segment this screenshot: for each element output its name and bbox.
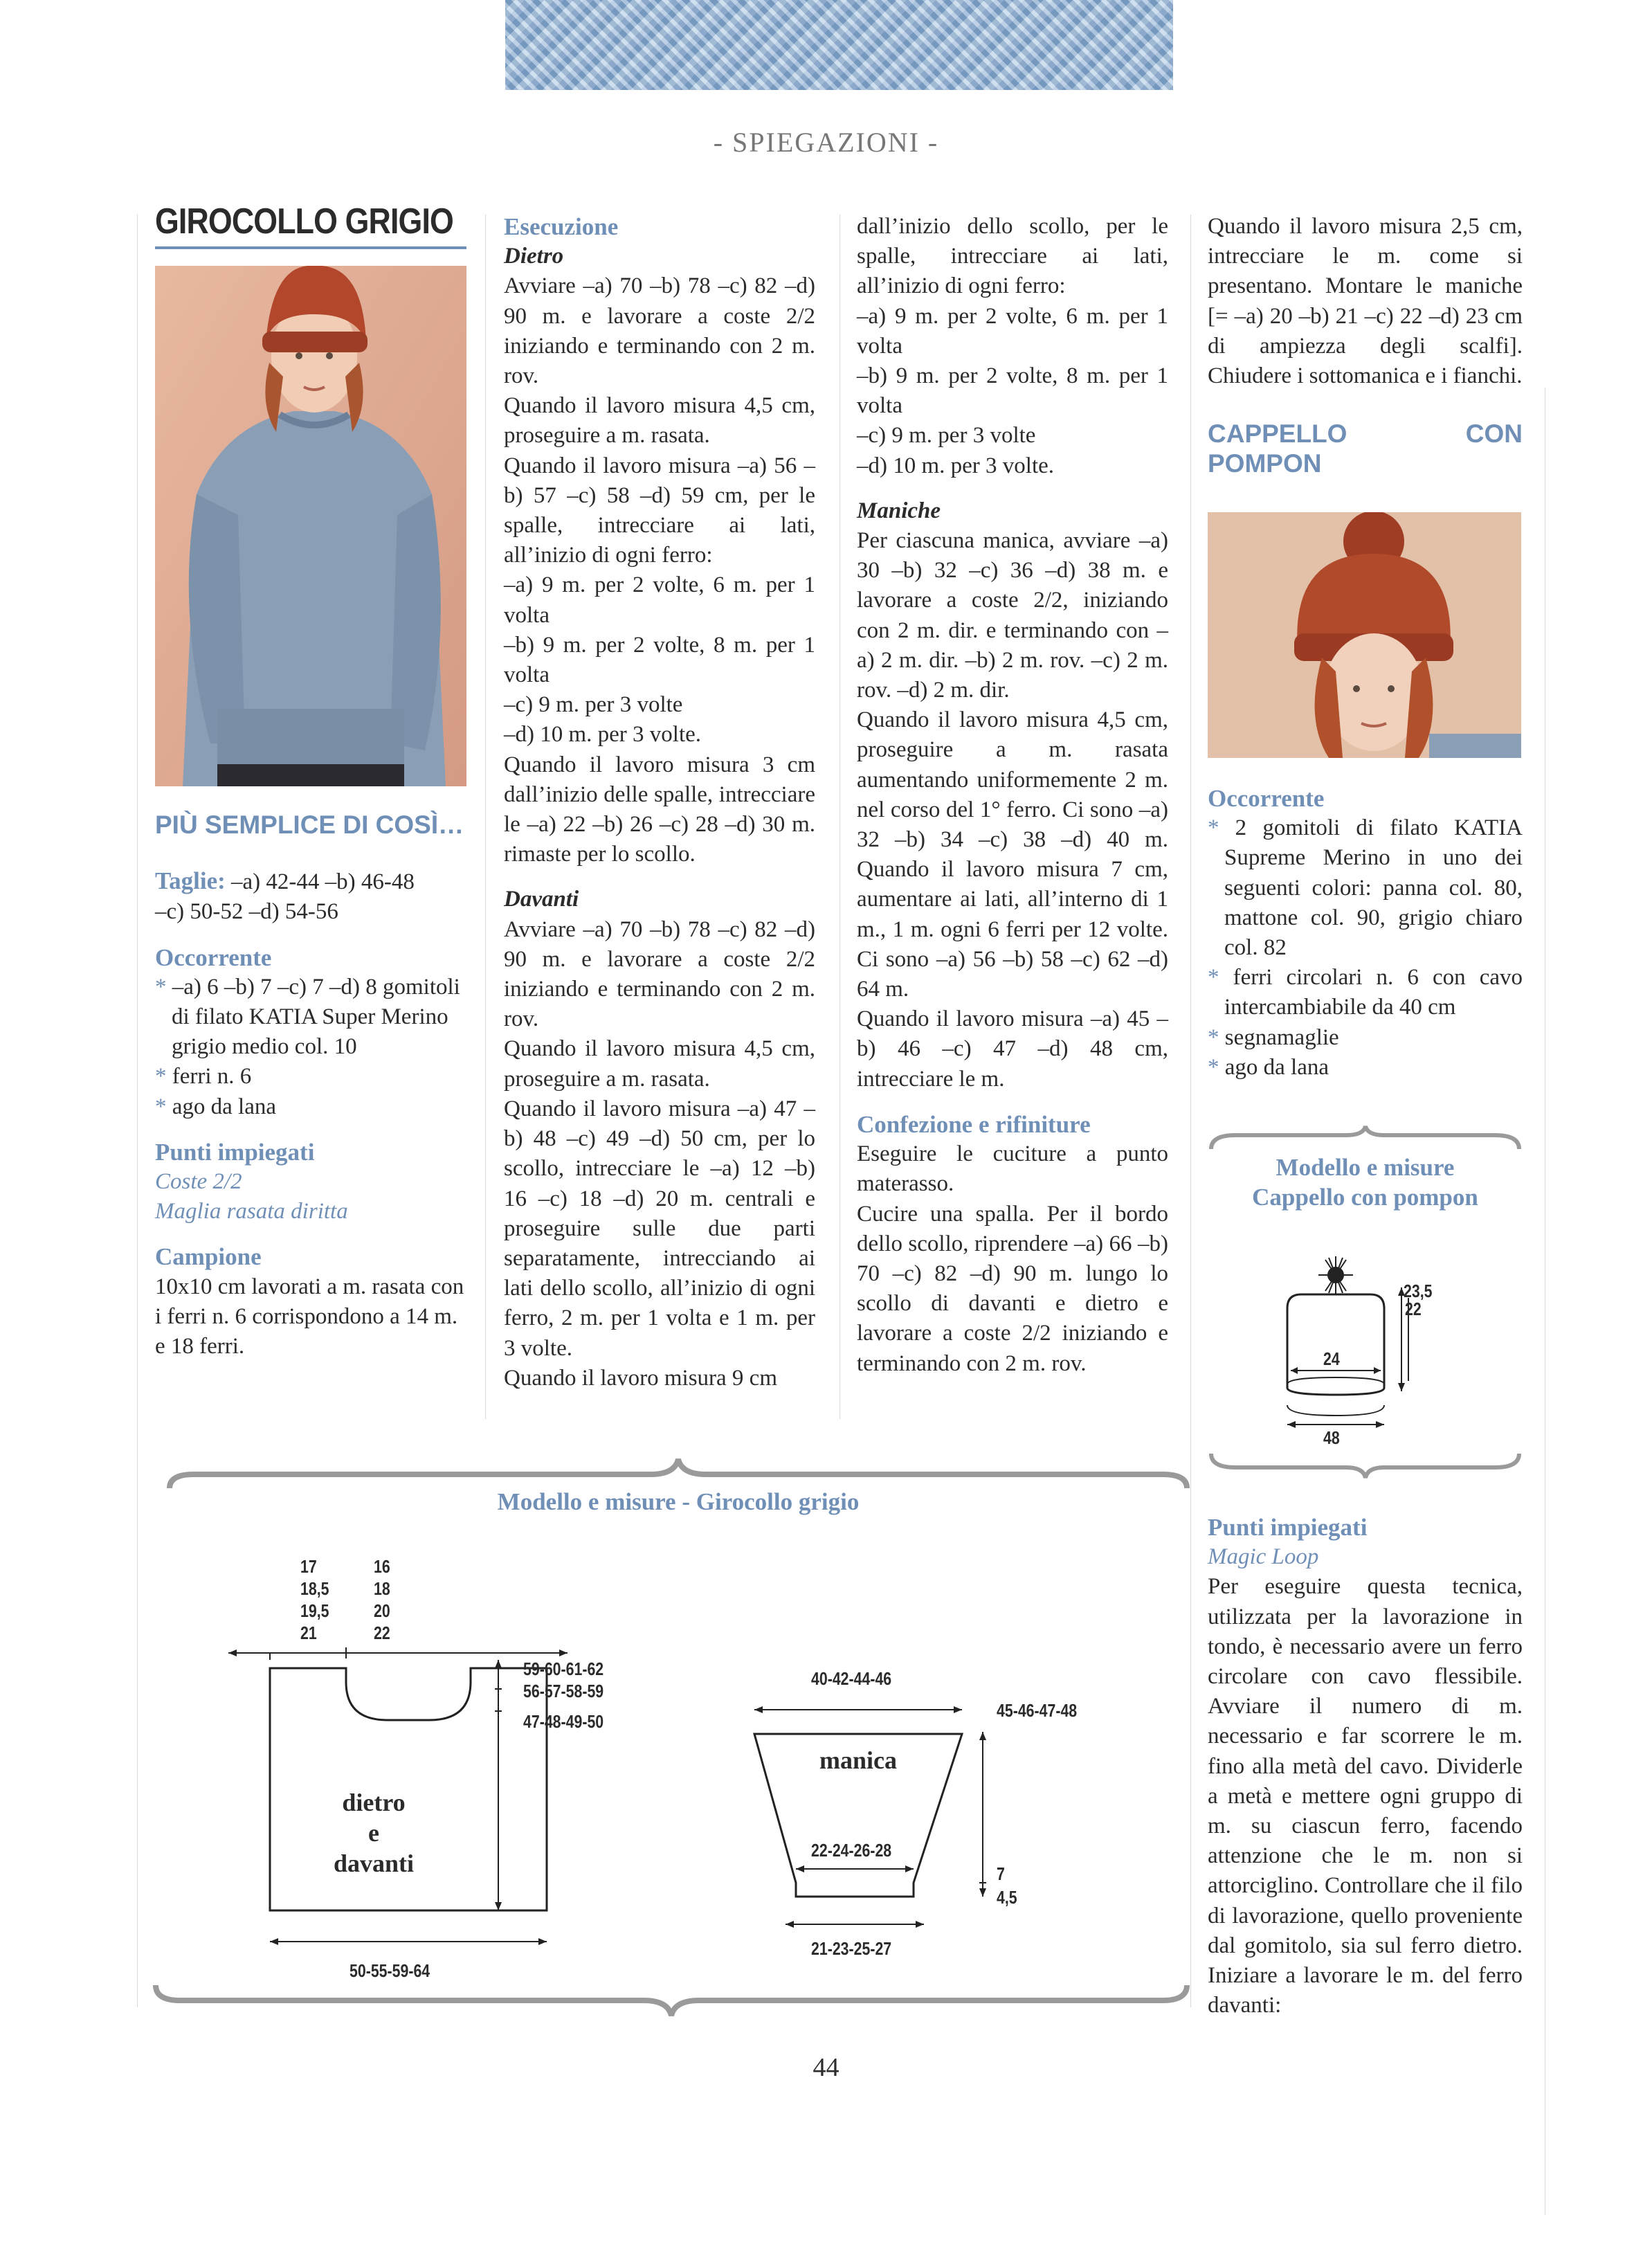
dimension-value: 20 [374,1600,390,1621]
list-item-text: segnamaglie [1224,1024,1339,1050]
front-paragraph: Avviare –a) 70 –b) 78 –c) 82 –d) 90 m. e lavorare a coste 2/2 iniziando e terminando con 2 m. rov. [504,916,815,1032]
back-paragraph: Quando il lavoro misura 3 cm dall’inizio delle spalle, intrecciare le –a) 22 –b) 26 –c) 28 –d) 30 m. rimaste per lo scollo. [504,752,815,867]
hat-diagram-title-line: Cappello con pompon [1252,1184,1478,1211]
list-item-text: ago da lana [172,1094,277,1119]
front-paragraph: Quando il lavoro misura 4,5 cm, proseguire a m. rasata. [504,1036,815,1092]
back-line: –b) 9 m. per 2 volte, 8 m. per 1 volta [504,632,815,688]
dimension-value: 19,5 [300,1600,329,1621]
hat-width-top: 24 [1323,1348,1340,1369]
gauge-label: Campione [155,1243,262,1271]
back-label: Dietro [504,244,564,269]
sweater-schematic [221,1551,1121,2000]
diagram-brace-bottom [152,1980,1190,2021]
back-line: –d) 10 m. per 3 volte. [504,722,702,748]
shoulder-width-labels [300,1555,329,1644]
stitch-item: Maglia rasata diritta [155,1199,348,1224]
column-divider [1190,215,1191,2007]
body-label-line: davanti [333,1850,415,1877]
sleeves-paragraph: Quando il lavoro misura 4,5 cm, proseguire a m. rasata aumentando uniformemente 2 m. nel corso del 1° ferro. Ci sono –a) 32 –b) 34 –c) 38 –d) 40 m. Quando il lavoro misura 7 cm, aumentare ai lati, all’interno di 1 m., 1 m. ogni 6 ferri per 12 volte. Ci sono –a) 56 –b) 58 –c) 62 –d) 64 m. [857,707,1168,1002]
hat-height-outer: 23,5 [1404,1281,1433,1301]
list-item: * –a) 6 –b) 7 –c) 7 –d) 8 gomitoli di filato KATIA Super Merino grigio medio col. 10 [155,974,460,1060]
section-header: - SPIEGAZIONI - [713,127,939,158]
sleeve-mid-label: 22-24-26-28 [811,1840,892,1861]
sleeve-cuff-label-1: 7 [997,1863,1005,1884]
sleeve-cuff-label-2: 4,5 [997,1887,1017,1908]
execution-label: Esecuzione [504,213,619,240]
back-paragraph: Quando il lavoro misura 4,5 cm, proseguire a m. rasata. [504,393,815,449]
hat-schematic [1260,1246,1467,1461]
page-number: 44 [813,2053,839,2082]
knit-texture-banner [505,0,1173,90]
occorrente-label: Occorrente [155,943,272,971]
gauge-text: 10x10 cm lavorati a m. rasata con i ferri n. 6 corrispondono a 14 m. e 18 ferri. [155,1274,464,1359]
neck-width-labels [374,1555,390,1644]
body-width-label: 50-55-59-64 [350,1960,430,1981]
list-item: * 2 gomitoli di filato KATIA Supreme Merino in uno dei seguenti colori: panna col. 80, mattone col. 90, grigio chiaro col. 82 [1208,815,1523,961]
back-paragraph: Quando il lavoro misura –a) 56 –b) 57 –c) 58 –d) 59 cm, per le spalle, intrecciare ai lati, all’inizio di ogni ferro: [504,453,815,568]
sleeves-paragraph: Quando il lavoro misura –a) 45 –b) 46 –c) 47 –d) 48 cm, intrecciare le m. [857,1006,1168,1092]
front-line: –a) 9 m. per 2 volte, 6 m. per 1 volta [857,303,1168,359]
hat-diagram-title [1208,1152,1523,1212]
front-line: –c) 9 m. per 3 volte [857,423,1036,449]
sleeves-label: Maniche [857,498,941,523]
hat-stitches-label: Punti impiegati [1208,1514,1368,1541]
hat-diagram-title-line: Modello e misure [1276,1154,1455,1181]
finishing-paragraph: Quando il lavoro misura 2,5 cm, intrecciare le m. come si presentano. Montare le maniche [= –a) 20 –b) 21 –c) 22 –d) 23 cm di ampiezza degli scalfi]. Chiudere i sottomanica e i fianchi. [1208,214,1523,389]
hat-width-bottom: 48 [1323,1427,1340,1448]
stitch-item: Magic Loop [1208,1544,1319,1570]
body-label-line: dietro [342,1789,406,1816]
woman-hat-photo [1208,512,1521,758]
body-label-line: e [368,1819,379,1847]
front-paragraph: dall’inizio dello scollo, per le spalle, intrecciare ai lati, all’inizio di ogni ferro: [857,214,1168,299]
sizes-line-1: –a) 42-44 –b) 46-48 [225,869,415,895]
page-title: GIROCOLLO GRIGIO [155,201,453,242]
finishing-paragraph: Eseguire le cuciture a punto materasso. [857,1141,1168,1197]
height-neck-label: 47-48-49-50 [523,1711,604,1732]
dimension-value: 18 [374,1578,390,1599]
list-item-text: ferri n. 6 [172,1064,252,1090]
sizes-label: Taglie: [155,867,226,895]
sleeves-paragraph: Per ciascuna manica, avviare –a) 30 –b) 32 –c) 36 –d) 38 m. e lavorare a coste 2/2, iniziando con 2 m. dir. e terminando con –a) 2 m. dir. –b) 2 m. rov. –c) 2 m. rov. –d) 2 m. dir. [857,528,1168,703]
dimension-value: 22 [374,1622,390,1643]
sleeve-bottom-label: 21-23-25-27 [811,1938,892,1959]
column-divider [137,215,138,2007]
sleeve-piece-label: manica [819,1746,897,1774]
sleeve-length-label: 45-46-47-48 [997,1700,1078,1721]
hat-title: CAPPELLO CON POMPON [1208,419,1523,478]
front-paragraph: Quando il lavoro misura 9 cm [504,1365,778,1391]
dimension-value: 21 [300,1622,317,1643]
hat-occorrente-label: Occorrente [1208,785,1325,812]
height-shoulder-label: 56-57-58-59 [523,1681,604,1701]
dimension-value: 16 [374,1556,390,1577]
column-divider [485,215,486,1419]
list-item: * ferri circolari n. 6 con cavo intercambiabile da 40 cm [1208,965,1523,1020]
list-item: * segnamaglie [1208,1024,1339,1050]
back-line: –a) 9 m. per 2 volte, 6 m. per 1 volta [504,572,815,628]
finishing-label: Confezione e rifiniture [857,1110,1091,1138]
magic-loop-paragraph: Per eseguire questa tecnica, utilizzata per la lavorazione in tondo, è necessario avere un ferro circolare con cavo flessibile. Avviare il numero di m. necessario e far scorrere le m. fino alla metà del cavo. Dividerle a metà e mettere ogni gruppo di m. su ciascun ferro, facendo attenzione che le m. non si attorciglino. Controllare che il filo di lavorazione, quello proveniente dal gomitolo, sia sul ferro dietro. Iniziare a lavorare le m. del ferro davanti: [1208,1574,1523,2018]
subtitle: PIÙ SEMPLICE DI COSÌ… [155,811,464,839]
back-paragraph: Avviare –a) 70 –b) 78 –c) 82 –d) 90 m. e lavorare a coste 2/2 iniziando e terminando con 2 m. rov. [504,273,815,389]
column-divider [839,215,840,1419]
sweater-diagram-title: Modello e misure - Girocollo grigio [497,1488,860,1515]
list-item: * ago da lana [155,1094,277,1119]
diagram-brace-bottom [1208,1447,1523,1488]
dimension-value: 17 [300,1556,317,1577]
sleeve-top-label: 40-42-44-46 [811,1668,892,1689]
woman-sweater-photo [155,266,466,786]
front-label: Davanti [504,887,579,912]
body-piece-label [270,1787,478,1879]
finishing-paragraph: Cucire una spalla. Per il bordo dello scollo, riprendere –a) 66 –b) 70 –c) 82 –d) 90 m. lungo lo scollo di davanti e dietro e lavorare a coste 2/2 iniziando e terminando con 2 m. rov. [857,1201,1168,1376]
height-total-label: 59-60-61-62 [523,1658,604,1679]
front-paragraph: Quando il lavoro misura –a) 47 –b) 48 –c) 49 –d) 50 cm, per lo scollo, intrecciare le –a) 12 –b) 16 –c) 18 –d) 20 m. centrali e proseguire sulle due parti separatamente, intrecciando ai lati dello scollo, all’inizio di ogni ferro, 2 m. per 1 volta e 1 m. per 3 volte. [504,1096,815,1361]
sizes-line-2: –c) 50-52 –d) 54-56 [155,899,338,925]
front-line: –b) 9 m. per 2 volte, 8 m. per 1 volta [857,363,1168,419]
list-item: * ago da lana [1208,1054,1329,1080]
list-item-text: –a) 6 –b) 7 –c) 7 –d) 8 gomitoli di filato KATIA Super Merino grigio medio col. 10 [172,974,460,1060]
sizes-text [155,866,466,897]
stitches-label: Punti impiegati [155,1138,315,1166]
list-item: * ferri n. 6 [155,1064,252,1090]
dimension-value: 18,5 [300,1578,329,1599]
list-item-text: 2 gomitoli di filato KATIA Supreme Merino in uno dei seguenti colori: panna col. 80, mattone col. 90, grigio chiaro col. 82 [1224,815,1523,961]
title-underline [155,246,466,249]
hat-height-inner: 22 [1405,1299,1422,1319]
list-item-text: ferri circolari n. 6 con cavo intercambiabile da 40 cm [1224,965,1523,1020]
front-line: –d) 10 m. per 3 volte. [857,453,1055,478]
list-item-text: ago da lana [1224,1054,1329,1080]
stitch-item: Coste 2/2 [155,1169,242,1195]
back-line: –c) 9 m. per 3 volte [504,692,683,718]
